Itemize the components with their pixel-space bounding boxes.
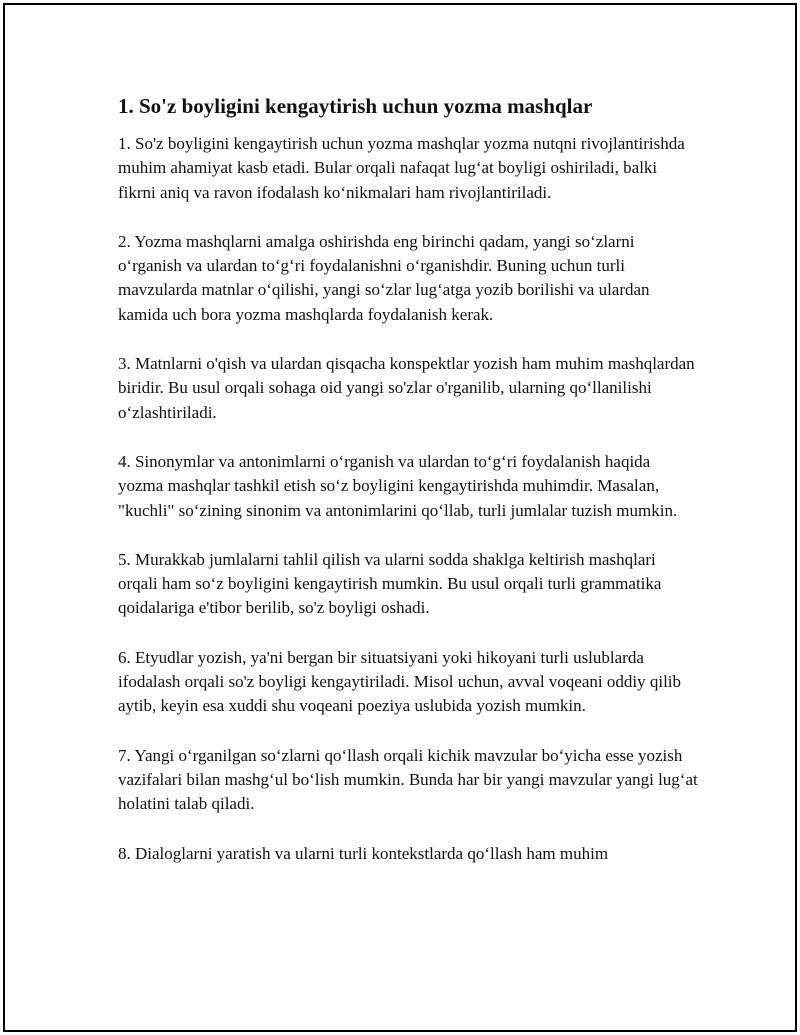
paragraph-7: 7. Yangi o‘rganilgan so‘zlarni qo‘llash orqali kichik mavzular bo‘yicha esse yozish vazifalari bilan mashg‘ul bo‘lish mumkin. Bunda har bir yangi mavzular yangi lug‘at holatini talab qiladi. <box>118 745 698 814</box>
document-body <box>118 93 698 891</box>
paragraph-4: 4. Sinonymlar va antonimlarni o‘rganish va ulardan to‘g‘ri foydalanish haqida yozma mashqlar tashkil etish so‘z boyligini kengaytirishda muhimdir. Masalan, "kuchli" so‘zining sinonim va antonimlarini qo‘llab, turli jumlalar tuzish mumkin. <box>118 451 678 520</box>
document-title: 1. So'z boyligini kengaytirish uchun yozma mashqlar <box>118 94 593 118</box>
paragraph-8: 8. Dialoglarni yaratish va ularni turli kontekstlarda qo‘llash ham muhim <box>118 843 609 863</box>
paragraph-3: 3. Matnlarni o'qish va ulardan qisqacha konspektlar yozish ham muhim mashqlardan biridir. Bu usul orqali sohaga oid yangi so'zlar o'rganilib, ularning qo‘llanilishi o‘zlashtiriladi. <box>118 354 695 422</box>
paragraph-6: 6. Etyudlar yozish, ya'ni bergan bir situatsiyani yoki hikoyani turli uslublarda ifodalash orqali so'z boyligi kengaytiriladi. Misol uchun, avval voqeani oddiy qilib aytib, keyin esa xuddi shu voqeani poeziya uslubida yozish mumkin. <box>118 647 682 716</box>
paragraph-2: 2. Yozma mashqlarni amalga oshirishda eng birinchi qadam, yangi so‘zlarni o‘rganish va ulardan to‘g‘ri foydalanishni o‘rganishdir. Buning uchun turli mavzularda matnlar o‘qilishi, yangi so‘zlar lug‘atga yozib borilishi va ulardan kamida uch bora yozma mashqlarda foydalanish kerak. <box>118 231 650 324</box>
paragraph-1: 1. So'z boyligini kengaytirish uchun yozma mashqlar yozma nutqni rivojlantirishda muhim ahamiyat kasb etadi. Bular orqali nafaqat lug‘at boyligi oshiriladi, balki fikrni aniq va ravon ifodalash ko‘nikmalari ham rivojlantiriladi. <box>118 134 685 202</box>
paragraph-5: 5. Murakkab jumlalarni tahlil qilish va ularni sodda shaklga keltirish mashqlari orqali ham so‘z boyligini kengaytirish mumkin. Bu usul orqali turli grammatika qoidalariga e'tibor berilib, so'z boyligi oshadi. <box>118 549 662 618</box>
